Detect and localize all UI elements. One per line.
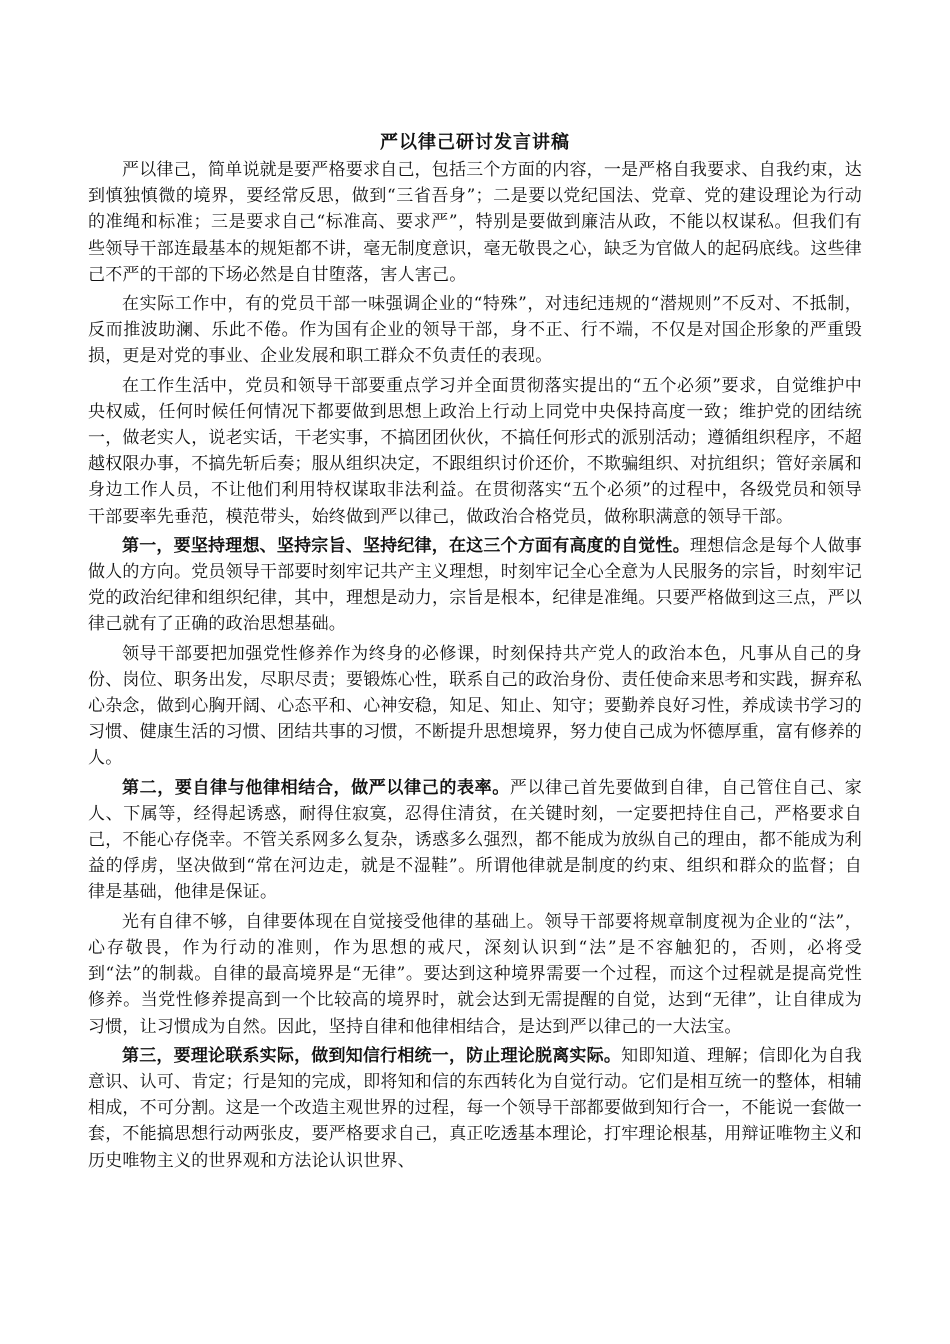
document-page bbox=[88, 131, 862, 1177]
paragraph-text: 领导干部要把加强党性修养作为终身的必修课，时刻保持共产党人的政治本色，凡事从自己的身份、岗位、职务出发，尽职尽责；要锻炼心性，联系自己的政治身份、责任使命来思考和实践，摒弃私心杂念，做到心胸开阔、心态平和、心神安稳，知足、知止、知守；要勤养良好习性，养成读书学习的习惯、健康生活的习惯、团结共事的习惯，不断提升思想境界，努力使自己成为怀德厚重，富有修养的人。 bbox=[88, 643, 862, 769]
paragraph bbox=[88, 373, 862, 530]
paragraph-text: 在实际工作中，有的党员干部一味强调企业的“特殊”，对违纪违规的“潜规则”不反对、不抵制，反而推波助澜、乐此不倦。作为国有企业的领导干部，身不正、行不端，不仅是对国企形象的严重毁损，更是对党的事业、企业发展和职工群众不负责任的表现。 bbox=[88, 294, 862, 367]
paragraph-text: 理想信念是每个人做事做人的方向。党员领导干部要时刻牢记共产主义理想，时刻牢记全心全意为人民服务的宗旨，时刻牢记党的政治纪律和组织纪律，其中，理想是动力，宗旨是根本，纪律是准绳。只要严格做到这三点，严以律己就有了正确的政治思想基础。 bbox=[88, 535, 862, 635]
paragraph bbox=[88, 1043, 862, 1174]
paragraph-text: 光有自律不够，自律要体现在自觉接受他律的基础上。领导干部要将规章制度视为企业的“法”，心存敬畏，作为行动的准则，作为思想的戒尺，深刻认识到“法”是不容触犯的，否则，必将受到“法”的制裁。自律的最高境界是“无律”。要达到这种境界需要一个过程，而这个过程就是提高党性修养。当党性修养提高到一个比较高的境界时，就会达到无需提醒的自觉，达到“无律”，让自律成为习惯，让习惯成为自然。因此，坚持自律和他律相结合，是达到严以律己的一大法宝。 bbox=[88, 911, 862, 1037]
paragraph-text: 知即知道、理解；信即化为自我意识、认可、肯定；行是知的完成，即将知和信的东西转化为自觉行动。它们是相互统一的整体，相辅相成，不可分割。这是一个改造主观世界的过程，每一个领导干部都要做到知行合一，不能说一套做一套，不能搞思想行动两张皮，要严格要求自己，真正吃透基本理论，打牢理论根基，用辩证唯物主义和历史唯物主义的世界观和方法论认识世界、 bbox=[88, 1045, 862, 1171]
paragraph-lead: 第二，要自律与他律相结合，做严以律己的表率。 bbox=[122, 777, 510, 798]
paragraph-lead: 第三，要理论联系实际，做到知信行相统一，防止理论脱离实际。 bbox=[122, 1045, 622, 1066]
paragraph bbox=[88, 641, 862, 772]
paragraph-text: 严以律己，简单说就是要严格要求自己，包括三个方面的内容，一是严格自我要求、自我约束，达到慎独慎微的境界，要经常反思，做到“三省吾身”；二是要以党纪国法、党章、党的建设理论为行动的准绳和标准；三是要求自己“标准高、要求严”，特别是要做到廉洁从政，不能以权谋私。但我们有些领导干部连最基本的规矩都不讲，毫无制度意识，毫无敬畏之心，缺乏为官做人的起码底线。这些律己不严的干部的下场必然是自甘堕落，害人害己。 bbox=[88, 160, 862, 285]
paragraph-text: 在工作生活中，党员和领导干部要重点学习并全面贯彻落实提出的“五个必须”要求，自觉维护中央权威，任何时候任何情况下都要做到思想上政治上行动上同党中央保持高度一致；维护党的团结统一，做老实人，说老实话，干老实事，不搞团团伙伙，不搞任何形式的派别活动；遵循组织程序，不超越权限办事，不搞先斩后奏；服从组织决定，不跟组织讨价还价，不欺骗组织、对抗组织；管好亲属和身边工作人员，不让他们利用特权谋取非法利益。在贯彻落实“五个必须”的过程中，各级党员和领导干部要率先垂范，模范带头，始终做到严以律己，做政治合格党员，做称职满意的领导干部。 bbox=[88, 375, 862, 527]
paragraph-text: 严以律己首先要做到自律，自己管住自己、家人、下属等，经得起诱惑，耐得住寂寞，忍得住清贫，在关键时刻，一定要把持住自己，严格要求自己，不能心存侥幸。不管关系网多么复杂，诱惑多么强烈，都不能成为放纵自己的理由，都不能成为利益的俘虏，坚决做到“常在河边走，就是不湿鞋”。所谓他律就是制度的约束、组织和群众的监督；自律是基础，他律是保证。 bbox=[88, 777, 862, 903]
paragraph bbox=[88, 909, 862, 1040]
paragraph bbox=[88, 533, 862, 638]
paragraph bbox=[88, 157, 862, 288]
paragraph bbox=[88, 291, 862, 370]
paragraph bbox=[88, 775, 862, 906]
document-title: 严以律己研讨发言讲稿 bbox=[380, 132, 570, 153]
paragraph-lead: 第一，要坚持理想、坚持宗旨、坚持纪律，在这三个方面有高度的自觉性。 bbox=[122, 535, 690, 556]
